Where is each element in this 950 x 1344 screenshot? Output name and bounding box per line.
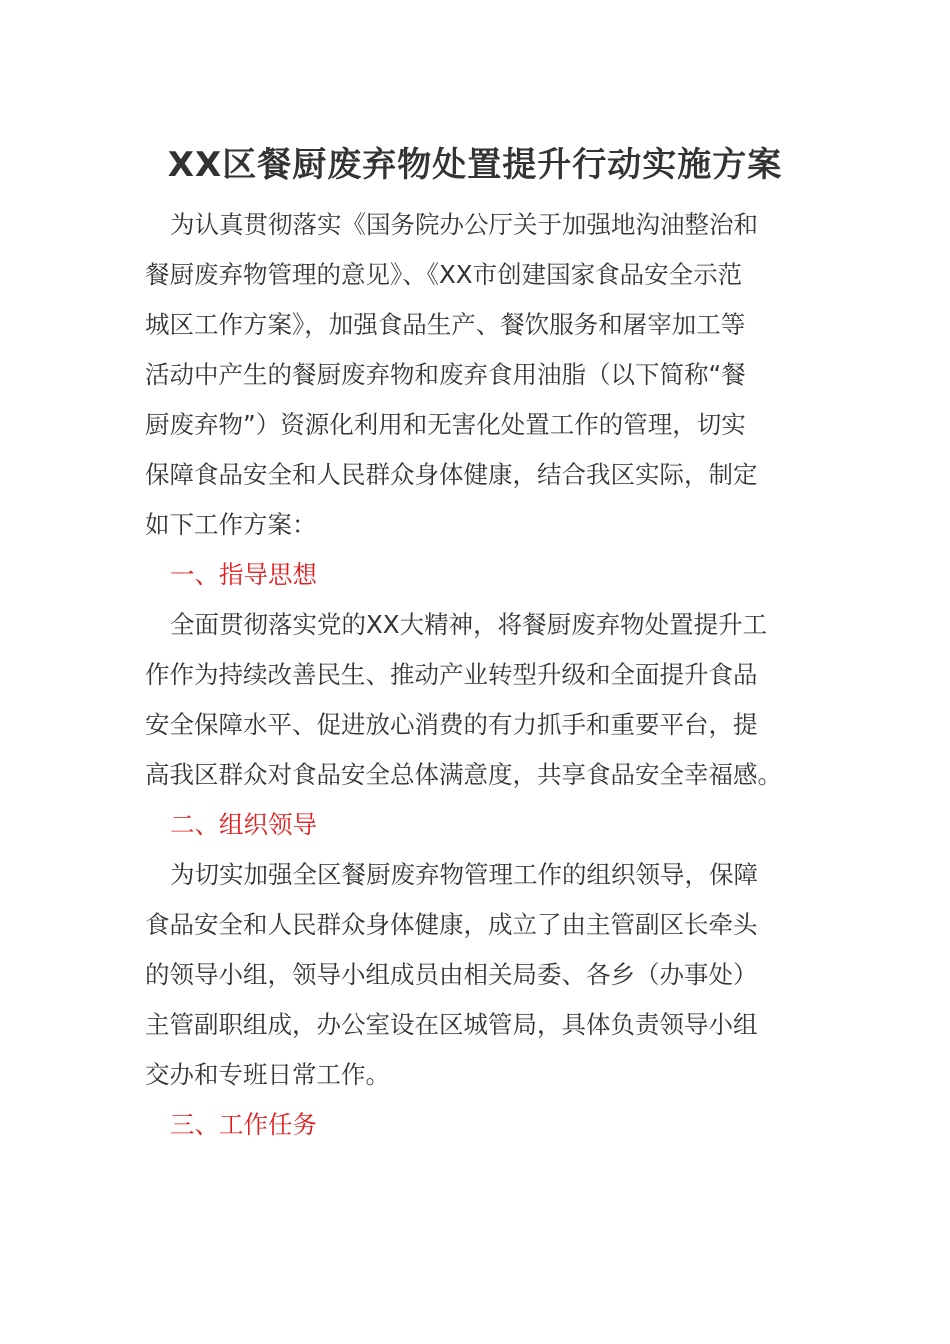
intro-line: 保障食品安全和人民群众身体健康，结合我区实际，制定 — [145, 460, 758, 489]
intro-line: 厨废弃物”）资源化利用和无害化处置工作的管理，切实 — [145, 410, 746, 439]
section-heading-guiding-ideology: 一、指导思想 — [170, 560, 317, 589]
intro-line: 为认真贯彻落实《国务院办公厅关于加强地沟油整治和 — [170, 210, 758, 239]
paragraph-line: 安全保障水平、促进放心消费的有力抓手和重要平台，提 — [145, 710, 758, 739]
intro-paragraph — [145, 200, 807, 550]
paragraph-line: 的领导小组，领导小组成员由相关局委、各乡（办事处） — [145, 960, 758, 989]
intro-line: 如下工作方案： — [145, 510, 317, 539]
intro-line: 活动中产生的餐厨废弃物和废弃食用油脂（以下简称“餐 — [145, 360, 746, 389]
paragraph-line: 全面贯彻落实党的XX大精神，将餐厨废弃物处置提升工 — [170, 610, 768, 639]
section-heading-organization: 二、组织领导 — [170, 810, 317, 839]
section-heading-tasks: 三、工作任务 — [170, 1110, 317, 1139]
paragraph-line: 为切实加强全区餐厨废弃物管理工作的组织领导，保障 — [170, 860, 758, 889]
document-title: XX区餐厨废弃物处置提升行动实施方案 — [167, 145, 783, 185]
guiding-ideology-paragraph — [145, 600, 807, 800]
paragraph-line: 高我区群众对食品安全总体满意度，共享食品安全幸福感。 — [145, 760, 782, 789]
paragraph-line: 交办和专班日常工作。 — [145, 1060, 390, 1089]
paragraph-line: 食品安全和人民群众身体健康，成立了由主管副区长牵头 — [145, 910, 758, 939]
paragraph-line: 作作为持续改善民生、推动产业转型升级和全面提升食品 — [145, 660, 758, 689]
organization-paragraph — [145, 850, 807, 1100]
intro-line: 餐厨废弃物管理的意见》、《XX市创建国家食品安全示范 — [145, 260, 743, 289]
document-body — [145, 200, 807, 1150]
paragraph-line: 主管副职组成，办公室设在区城管局，具体负责领导小组 — [145, 1010, 758, 1039]
intro-line: 城区工作方案》，加强食品生产、餐饮服务和屠宰加工等 — [145, 310, 746, 339]
